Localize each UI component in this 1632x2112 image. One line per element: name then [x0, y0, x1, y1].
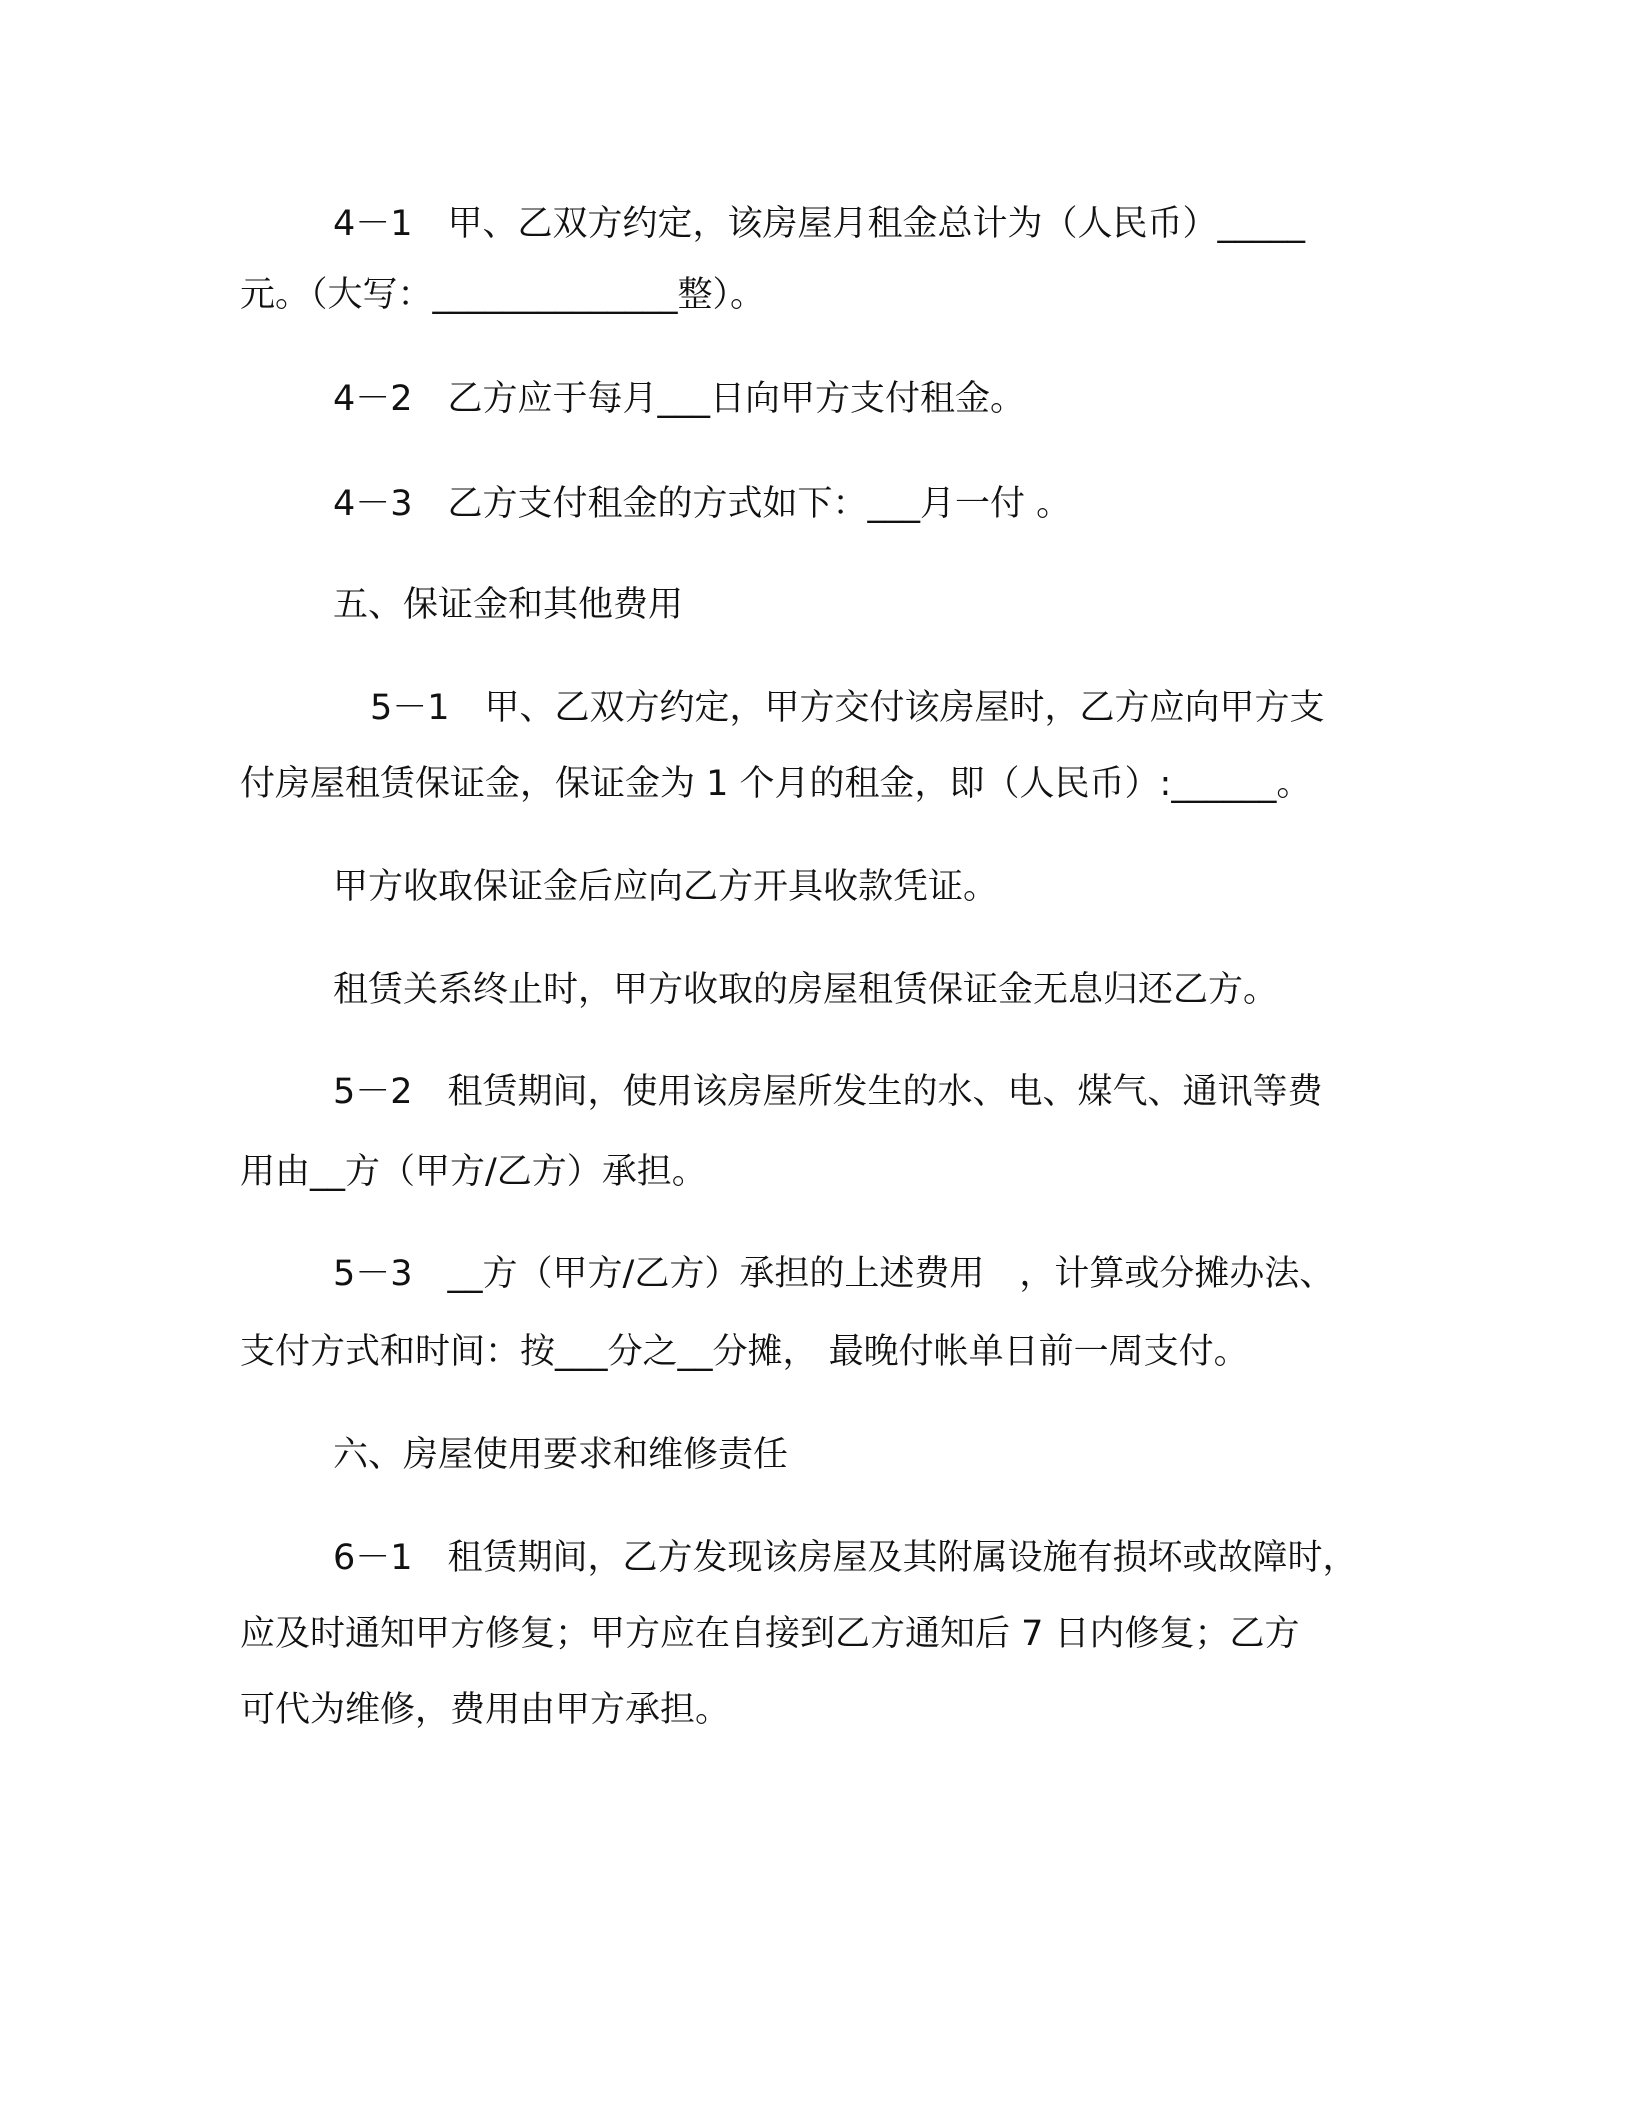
clause-5-1-line-4: 租赁关系终止时，甲方收取的房屋租赁保证金无息归还乙方。 — [333, 970, 1279, 1010]
clause-4-2: 4－2 乙方应于每月___日向甲方支付租金。 — [333, 379, 1026, 419]
clause-4-1-line-2: 元。（大写：______________整）。 — [240, 275, 766, 315]
clause-5-1-line-2: 付房屋租赁保证金，保证金为 1 个月的租金，即（人民币）:______。 — [240, 764, 1312, 804]
clause-6-1-line-1: 6－1 租赁期间，乙方发现该房屋及其附属设施有损坏或故障时， — [333, 1538, 1358, 1578]
clause-5-2-line-2: 用由__方（甲方/乙方）承担。 — [240, 1152, 707, 1192]
section-heading-6: 六、房屋使用要求和维修责任 — [333, 1435, 789, 1475]
clause-4-3: 4－3 乙方支付租金的方式如下：___月一付 。 — [333, 484, 1072, 524]
section-heading-5: 五、保证金和其他费用 — [333, 585, 684, 625]
clause-5-1-line-1: 5－1 甲、乙双方约定，甲方交付该房屋时，乙方应向甲方支 — [370, 688, 1325, 728]
clause-5-1-line-3: 甲方收取保证金后应向乙方开具收款凭证。 — [333, 867, 999, 907]
clause-6-1-line-2: 应及时通知甲方修复；甲方应在自接到乙方通知后 7 日内修复；乙方 — [240, 1614, 1300, 1654]
clause-4-1-line-1: 4－1 甲、乙双方约定，该房屋月租金总计为（人民币）_____ — [333, 204, 1306, 244]
clause-5-3-line-2: 支付方式和时间：按___分之__分摊， 最晚付帐单日前一周支付。 — [240, 1332, 1249, 1372]
clause-5-3-line-1: 5－3 __方（甲方/乙方）承担的上述费用 ，计算或分摊办法、 — [333, 1254, 1335, 1294]
clause-5-2-line-1: 5－2 租赁期间，使用该房屋所发生的水、电、煤气、通讯等费 — [333, 1072, 1323, 1112]
clause-6-1-line-3: 可代为维修，费用由甲方承担。 — [240, 1690, 731, 1730]
